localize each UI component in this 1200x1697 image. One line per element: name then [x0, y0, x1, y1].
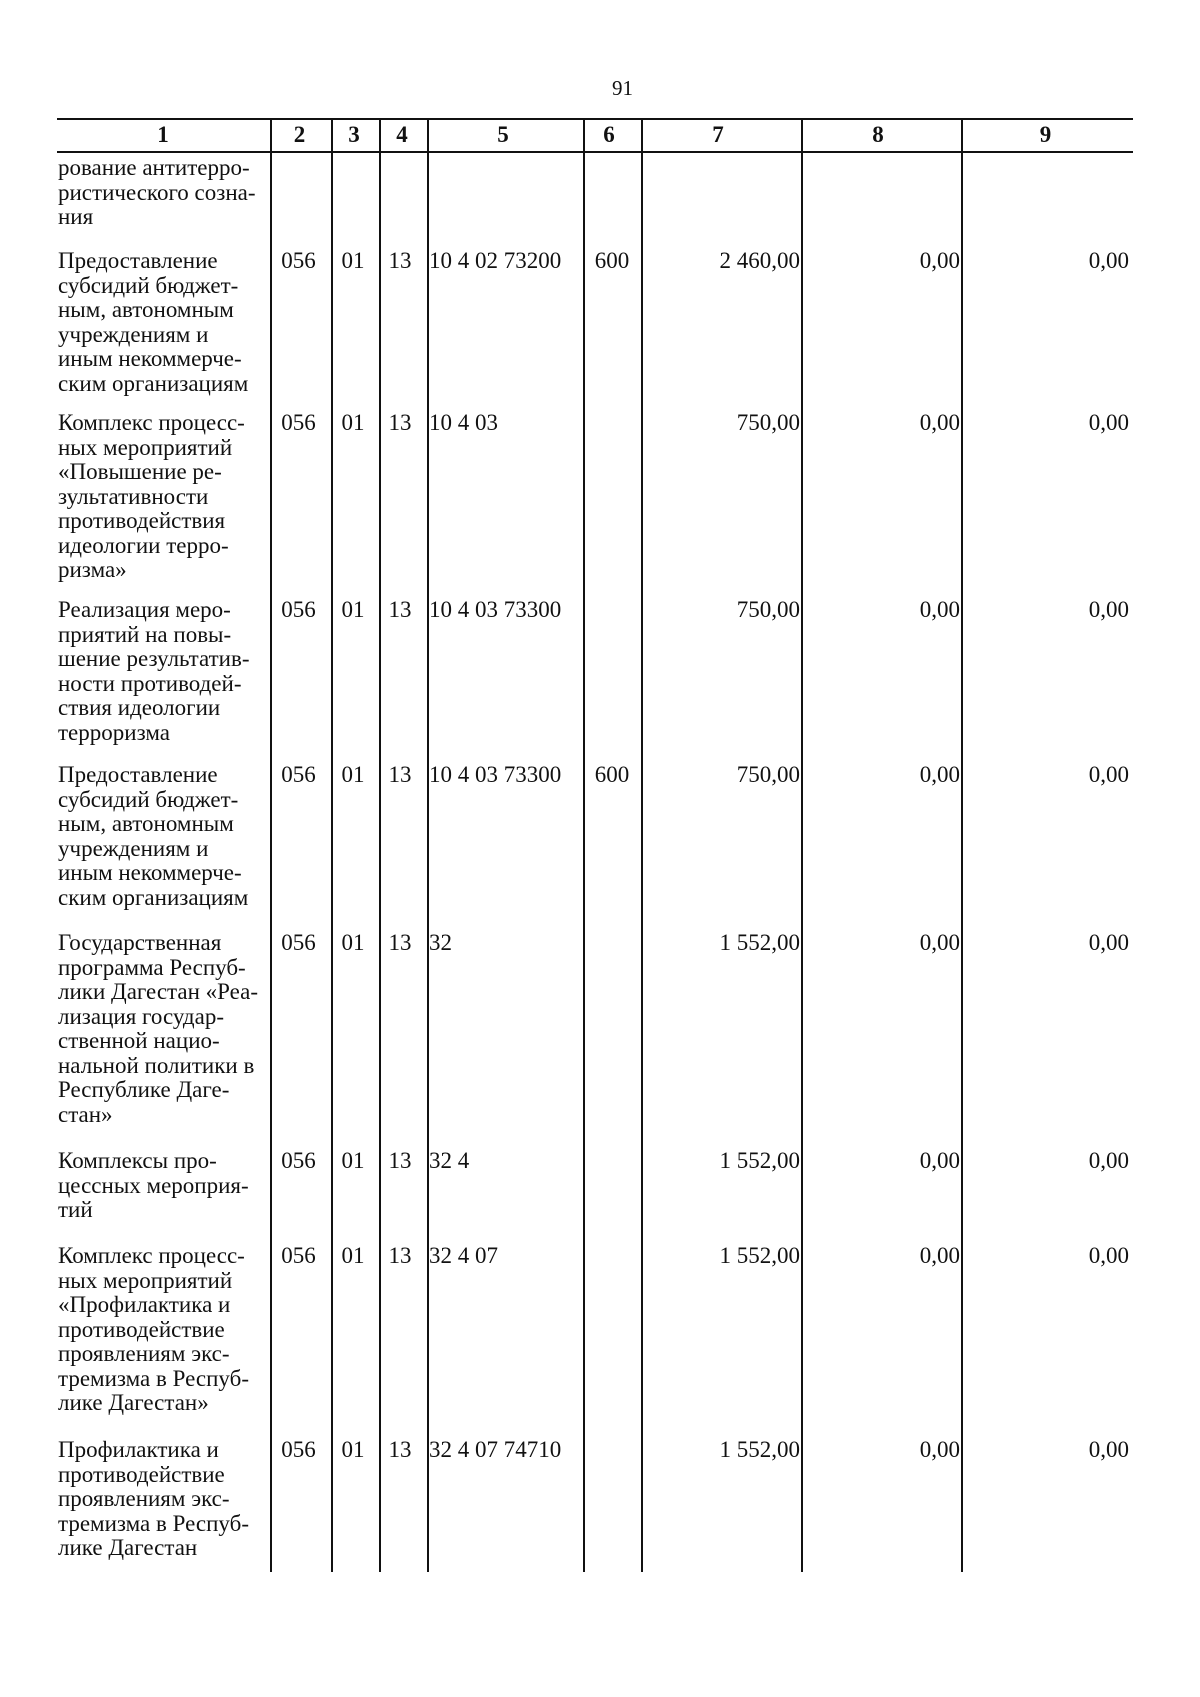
row-code-target-item: 32 4 07 74710 — [429, 1437, 562, 1462]
row-code-subsection: 13 — [388, 1148, 412, 1173]
row-amount-col9: 0,00 — [1088, 597, 1129, 622]
row-code-subsection: 13 — [388, 1243, 412, 1268]
row-amount-col7: 1 552,00 — [719, 930, 800, 955]
row-code-section: 01 — [341, 1243, 365, 1268]
table-header — [57, 120, 1133, 153]
row-code-ministry: 056 — [281, 410, 316, 435]
header-col-2: 2 — [293, 122, 306, 147]
row-amount-col8: 0,00 — [919, 762, 960, 787]
row-amount-col7: 1 552,00 — [719, 1437, 800, 1462]
row-code-target-item: 10 4 03 — [429, 410, 498, 435]
header-col-6: 6 — [603, 122, 615, 147]
row-description: Профилактика и противодействие проявлениям экс- тремизма в Респуб- лике Дагестан — [58, 1437, 249, 1560]
header-col-8: 8 — [872, 122, 884, 147]
row-description: Комплекс процесс- ных мероприятий «Повышение ре- зультативности противодействия идеологии терро- ризма» — [58, 410, 245, 582]
row-amount-col8: 0,00 — [919, 248, 960, 273]
row-amount-col7: 750,00 — [736, 597, 800, 622]
row-code-subsection: 13 — [388, 930, 412, 955]
row-code-ministry: 056 — [281, 930, 316, 955]
row-amount-col9: 0,00 — [1088, 248, 1129, 273]
row-amount-col9: 0,00 — [1088, 762, 1129, 787]
row-amount-col8: 0,00 — [919, 1243, 960, 1268]
column-divider — [427, 118, 429, 1572]
row-code-ministry: 056 — [281, 1437, 316, 1462]
header-col-4: 4 — [396, 122, 408, 147]
row-amount-col9: 0,00 — [1088, 410, 1129, 435]
header-col-5: 5 — [497, 122, 509, 147]
row-code-subsection: 13 — [388, 597, 412, 622]
row-code-target-item: 10 4 02 73200 — [429, 248, 562, 273]
row-description: Предоставление субсидий бюджет- ным, автономным учреждениям и иным некоммерче- ским организациям — [58, 762, 249, 910]
header-col-7: 7 — [712, 122, 724, 147]
row-amount-col8: 0,00 — [919, 410, 960, 435]
row-description: Комплексы про- цессных мероприя- тий — [58, 1148, 249, 1222]
row-amount-col7: 750,00 — [736, 762, 800, 787]
column-divider — [801, 118, 803, 1572]
row-code-section: 01 — [341, 597, 365, 622]
row-amount-col8: 0,00 — [919, 597, 960, 622]
row-code-ministry: 056 — [281, 762, 316, 787]
row-code-section: 01 — [341, 248, 365, 273]
row-code-ministry: 056 — [281, 1148, 316, 1173]
row-code-expense-type: 600 — [594, 762, 630, 787]
row-code-expense-type: 600 — [594, 248, 630, 273]
row-amount-col9: 0,00 — [1088, 1148, 1129, 1173]
row-code-ministry: 056 — [281, 597, 316, 622]
row-code-section: 01 — [341, 1437, 365, 1462]
column-divider — [379, 118, 381, 1572]
row-amount-col7: 1 552,00 — [719, 1148, 800, 1173]
row-amount-col7: 1 552,00 — [719, 1243, 800, 1268]
row-amount-col9: 0,00 — [1088, 930, 1129, 955]
row-description: Комплекс процесс- ных мероприятий «Профилактика и противодействие проявлениям экс- тремизма в Респуб- лике Дагестан» — [58, 1243, 249, 1415]
budget-table — [57, 118, 1133, 1560]
row-code-target-item: 32 4 07 — [429, 1243, 498, 1268]
row-code-section: 01 — [341, 762, 365, 787]
row-amount-col8: 0,00 — [919, 1148, 960, 1173]
header-col-3: 3 — [348, 122, 360, 147]
row-code-section: 01 — [341, 1148, 365, 1173]
page-number: 91 — [612, 76, 633, 100]
row-description: Предоставление субсидий бюджет- ным, автономным учреждениям и иным некоммерче- ским организациям — [58, 248, 249, 396]
row-code-subsection: 13 — [388, 248, 412, 273]
column-divider — [641, 118, 643, 1572]
row-amount-col8: 0,00 — [919, 1437, 960, 1462]
row-code-target-item: 10 4 03 73300 — [429, 597, 562, 622]
column-divider — [583, 118, 585, 1572]
row-amount-col9: 0,00 — [1088, 1243, 1129, 1268]
row-code-section: 01 — [341, 410, 365, 435]
row-code-target-item: 32 4 — [429, 1148, 470, 1173]
header-col-1: 1 — [157, 122, 169, 147]
row-code-section: 01 — [341, 930, 365, 955]
row-code-ministry: 056 — [281, 1243, 316, 1268]
column-divider — [270, 118, 272, 1572]
row-code-subsection: 13 — [388, 410, 412, 435]
row-amount-col8: 0,00 — [919, 930, 960, 955]
row-code-subsection: 13 — [388, 1437, 412, 1462]
header-col-9: 9 — [1039, 122, 1052, 147]
row-code-ministry: 056 — [281, 248, 316, 273]
row-description: Государственная программа Респуб- лики Дагестан «Реа- лизация государ- ственной нацио- нальной политики в Республике Даге- стан» — [58, 930, 258, 1127]
column-divider — [331, 118, 333, 1572]
row-code-subsection: 13 — [388, 762, 412, 787]
column-divider — [961, 118, 963, 1572]
row-description: рование антитерро- ристического созна- ния — [58, 155, 256, 229]
row-code-target-item: 32 — [429, 930, 452, 955]
row-code-target-item: 10 4 03 73300 — [429, 762, 562, 787]
row-amount-col9: 0,00 — [1088, 1437, 1129, 1462]
row-amount-col7: 750,00 — [736, 410, 800, 435]
row-amount-col7: 2 460,00 — [719, 248, 800, 273]
row-description: Реализация меро- приятий на повы- шение результатив- ности противодей- ствия идеологии терроризма — [58, 597, 250, 745]
